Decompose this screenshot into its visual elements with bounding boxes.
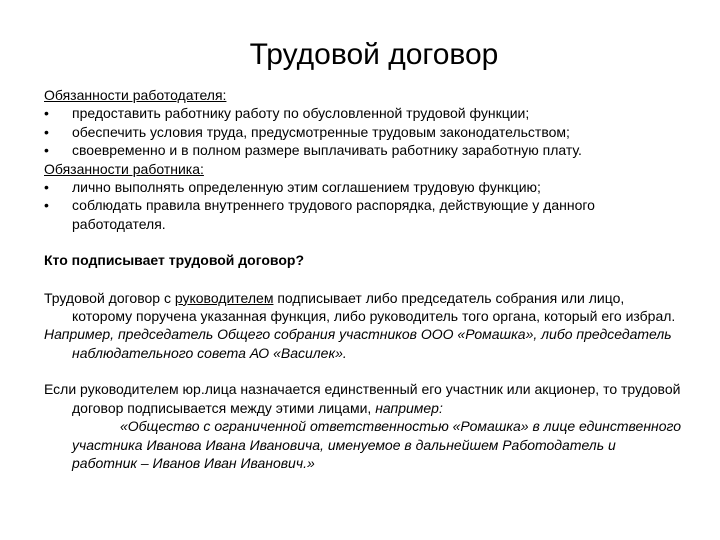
employer-duty-item <box>44 104 684 122</box>
sole-participant-example-label: например: <box>375 399 443 416</box>
employer-duties-heading: Обязанности работодателя: <box>44 87 227 103</box>
employee-duty-text: соблюдать правила внутреннего трудового распорядка, действующие у данного работодателя. <box>72 197 595 232</box>
question-heading: Кто подписывает трудовой договор? <box>44 252 305 269</box>
employer-duty-item <box>44 123 684 141</box>
sole-participant-paragraph <box>44 380 684 417</box>
employer-duty-text: предоставить работнику работу по обусловленной трудовой функции; <box>72 105 530 122</box>
bullet-icon: • <box>44 179 49 196</box>
signing-text-after: подписывает либо председатель собрания или лицо, которому поручена указанная функция, либо руководитель того органа, который его избрал. <box>72 289 676 325</box>
bullet-icon: • <box>44 123 49 140</box>
employer-duty-item <box>44 141 684 159</box>
bullet-icon: • <box>44 197 49 214</box>
employee-duties-heading: Обязанности работника: <box>44 160 204 177</box>
signing-text-underlined: руководителем <box>174 289 274 306</box>
example-paragraph: Например, председатель Общего собрания участников ООО «Ромашка», либо председатель наблюдательного совета АО «Василек». <box>44 326 672 361</box>
employee-duty-item <box>44 178 684 196</box>
bullet-icon: • <box>44 142 49 159</box>
slide-title: Трудовой договор <box>249 38 499 71</box>
slide-content <box>44 86 684 472</box>
signing-paragraph <box>44 289 684 326</box>
bullet-icon: • <box>44 105 49 122</box>
employee-duty-text: лично выполнять определенную этим соглашением трудовую функцию; <box>72 179 541 196</box>
employer-duty-text: своевременно и в полном размере выплачивать работнику заработную плату. <box>72 142 582 159</box>
contract-quote <box>44 417 684 472</box>
employee-duty-item <box>44 196 684 233</box>
signing-text-before: Трудовой договор с <box>44 289 175 306</box>
sole-participant-text: Если руководителем юр.лица назначается единственный его участник или акционер, то трудовой договор подписывается между этими лицами, <box>44 381 681 416</box>
contract-quote-text: «Общество с ограниченной ответственностью «Ромашка» в лице единственного участника Иванова Ивана Ивановича, именуемое в дальнейшем Работодатель и работник – Иванов Иван Иванович.» <box>72 418 682 471</box>
employer-duty-text: обеспечить условия труда, предусмотренные трудовым законодательством; <box>72 123 570 140</box>
